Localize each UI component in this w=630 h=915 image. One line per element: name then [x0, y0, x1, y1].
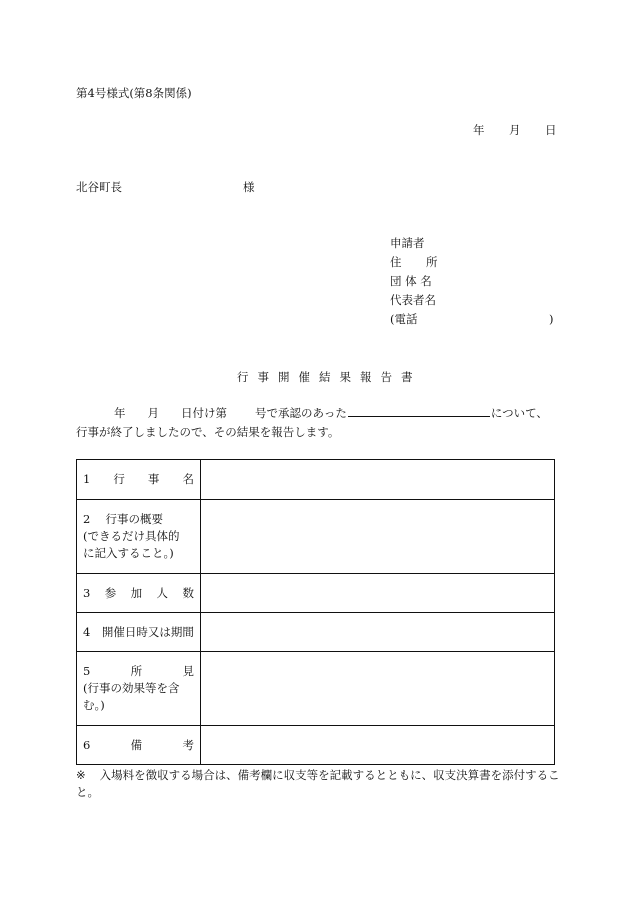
form-number: 第4号様式(第8条関係) [76, 86, 192, 100]
footnote [76, 767, 562, 801]
date-month: 月 [509, 123, 521, 137]
row-label [77, 500, 201, 573]
row-number: 5 [83, 664, 91, 678]
findings-field[interactable] [201, 652, 554, 725]
row-number: 6 [83, 737, 91, 752]
row-number: 1 [83, 472, 91, 486]
row-label-char: 加 [130, 585, 143, 600]
table-row-participants [77, 573, 554, 612]
group-name-label: 団 体 名 [390, 274, 432, 288]
row-label-line [83, 663, 200, 680]
note-text: 入場料を徴収する場合は、備考欄に収支等を記載するとともに、収支決算書を添付すること。 [76, 768, 560, 799]
body-year: 年 [114, 406, 126, 420]
date-day: 日 [545, 123, 557, 137]
row-label-char: 数 [182, 585, 194, 600]
table-row-event-name [77, 460, 554, 499]
addressee-honorific: 様 [243, 180, 255, 194]
representative-label: 代表者名 [390, 293, 436, 307]
datetime-field[interactable] [201, 613, 554, 651]
date-year: 年 [473, 123, 485, 137]
row-label-char: 考 [182, 737, 194, 752]
applicant-heading: 申請者 [390, 236, 425, 250]
addressee-name: 北谷町長 [76, 180, 122, 194]
table-row-datetime [77, 612, 554, 651]
table-row-findings [77, 651, 554, 725]
row-label-char: 見 [182, 664, 194, 678]
row-label-line: (行事の効果等を含 [83, 681, 180, 695]
table-row-remarks [77, 725, 554, 764]
body-line-2: 行事が終了しましたので、その結果を報告します。 [76, 425, 340, 439]
body-day-no: 日付け第 [181, 406, 227, 420]
body-line-1 [76, 405, 548, 420]
overview-field[interactable] [201, 500, 554, 573]
note-mark: ※ [76, 768, 86, 782]
row-label-char: 行 [113, 472, 125, 486]
body-month: 月 [147, 406, 159, 420]
row-label-char: 備 [130, 737, 143, 752]
row-label-char: 名 [182, 472, 194, 486]
remarks-field[interactable] [201, 726, 554, 764]
row-label-line: (できるだけ具体的 [83, 529, 180, 543]
row-label-line: 4 開催日時又は期間 [83, 624, 194, 639]
row-label-line: 2 行事の概要 [83, 512, 163, 526]
row-label-char: 事 [147, 472, 160, 486]
event-name-field[interactable] [201, 460, 554, 499]
report-table [76, 459, 555, 765]
row-label [77, 726, 201, 764]
participants-field[interactable] [201, 574, 554, 612]
body-about: について、 [490, 406, 548, 420]
row-label [77, 613, 201, 651]
row-label-line: に記入すること。) [83, 546, 174, 560]
address-label-1: 住 [390, 255, 402, 269]
row-number: 3 [83, 585, 91, 600]
row-label-char: 参 [104, 585, 117, 600]
phone-label-close: ) [549, 312, 554, 326]
row-label-char: 人 [156, 585, 169, 600]
row-label-line: む。) [83, 698, 105, 712]
row-label [77, 652, 201, 725]
row-label-char: 所 [130, 664, 143, 678]
address-label-2: 所 [426, 255, 438, 269]
table-row-overview [77, 499, 554, 573]
row-label [77, 460, 201, 499]
document-title: 行事開催結果報告書 [237, 370, 422, 384]
row-label [77, 574, 201, 612]
body-approval: 号で承認のあった [255, 406, 347, 420]
phone-label-open: (電話 [390, 312, 418, 326]
event-name-blank [348, 405, 490, 417]
